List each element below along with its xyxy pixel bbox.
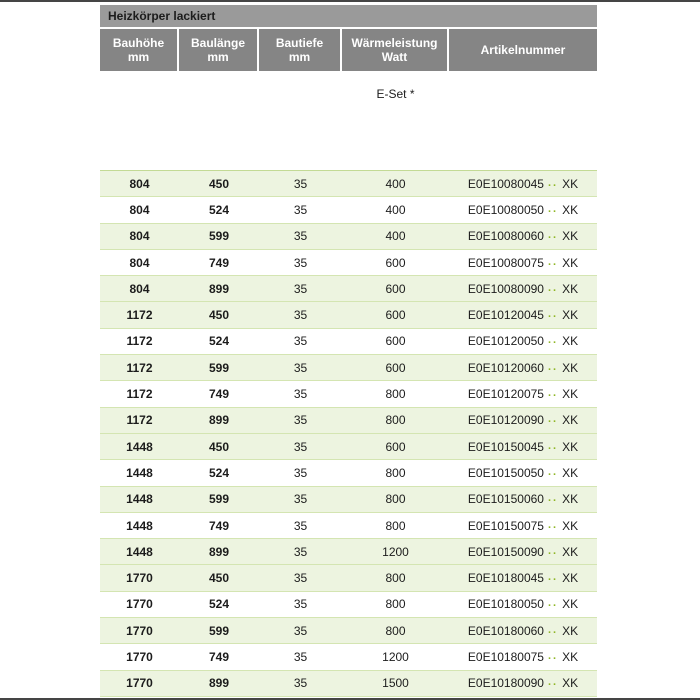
artikel-suffix: XK — [562, 413, 579, 428]
table-row — [100, 276, 597, 302]
cell-baulaenge: 899 — [208, 676, 230, 691]
subheader-cell-empty — [179, 71, 259, 170]
cell-bautiefe: 35 — [293, 544, 308, 559]
artikel-suffix: XK — [562, 281, 579, 296]
cell-bauhoehe: 1770 — [126, 649, 153, 664]
cell-bautiefe: 35 — [293, 176, 308, 191]
cell-artikelnummer — [449, 381, 597, 406]
cell-bauhoehe: 1172 — [126, 387, 153, 402]
table-row — [100, 171, 597, 197]
artikel-dots: .. — [547, 439, 559, 452]
cell-baulaenge: 599 — [208, 623, 230, 638]
cell-artikelnummer — [449, 671, 597, 696]
cell-watt: 400 — [385, 202, 406, 217]
cell-watt: 1500 — [382, 676, 409, 691]
cell-watt: 800 — [385, 492, 406, 507]
table-row — [100, 487, 597, 513]
cell-baulaenge: 899 — [208, 281, 230, 296]
cell-artikelnummer — [449, 592, 597, 617]
artikel-dots: .. — [547, 255, 559, 268]
cell-watt: 600 — [385, 255, 406, 270]
table-row — [100, 434, 597, 460]
cell-baulaenge: 599 — [208, 492, 230, 507]
cell-baulaenge: 524 — [208, 597, 230, 612]
cell-bauhoehe: 804 — [129, 202, 150, 217]
cell-watt: 600 — [385, 334, 406, 349]
artikel-dots: .. — [547, 176, 559, 189]
artikel-dots: .. — [547, 334, 559, 347]
artikel-dots: .. — [547, 387, 559, 400]
cell-watt: 800 — [385, 518, 406, 533]
cell-watt: 600 — [385, 281, 406, 296]
cell-bauhoehe: 1770 — [126, 597, 153, 612]
header-label: Baulänge — [190, 36, 245, 50]
artikel-code: E0E10180050 — [467, 597, 544, 612]
subheader-cell-empty — [449, 71, 597, 170]
cell-bauhoehe: 1770 — [126, 676, 153, 691]
artikel-suffix: XK — [562, 492, 579, 507]
cell-bautiefe: 35 — [293, 255, 308, 270]
artikel-dots: .. — [547, 518, 559, 531]
artikel-suffix: XK — [562, 308, 579, 323]
artikel-dots: .. — [547, 465, 559, 478]
artikel-suffix: XK — [562, 571, 579, 586]
artikel-code: E0E10180045 — [467, 571, 544, 586]
artikel-dots: .. — [547, 308, 559, 321]
cell-bautiefe: 35 — [293, 676, 308, 691]
cell-artikelnummer — [449, 618, 597, 643]
header-label: Artikelnummer — [480, 43, 566, 57]
artikel-dots: .. — [547, 597, 559, 610]
table-row — [100, 302, 597, 328]
cell-bautiefe: 35 — [293, 465, 308, 480]
subheader-cell-empty — [100, 71, 179, 170]
table-row — [100, 539, 597, 565]
artikel-suffix: XK — [562, 387, 579, 402]
cell-baulaenge: 524 — [208, 202, 230, 217]
artikel-suffix: XK — [562, 676, 579, 691]
cell-bautiefe: 35 — [293, 492, 308, 507]
artikel-code: E0E10180090 — [467, 676, 544, 691]
cell-watt: 800 — [385, 623, 406, 638]
header-cell-baulaenge — [179, 29, 259, 71]
artikel-code: E0E10120075 — [467, 387, 544, 402]
cell-artikelnummer — [449, 644, 597, 669]
header-label: Wärmeleistung — [351, 36, 438, 50]
cell-artikelnummer — [449, 565, 597, 590]
table-row — [100, 355, 597, 381]
cell-artikelnummer — [449, 513, 597, 538]
table-row — [100, 329, 597, 355]
cell-watt: 800 — [385, 465, 406, 480]
cell-watt: 800 — [385, 597, 406, 612]
header-unit: Watt — [381, 50, 408, 64]
cell-watt: 600 — [385, 360, 406, 375]
artikel-code: E0E10180060 — [467, 623, 544, 638]
cell-baulaenge: 450 — [208, 439, 230, 454]
cell-bauhoehe: 1448 — [126, 518, 153, 533]
artikel-dots: .. — [547, 229, 559, 242]
table-row — [100, 565, 597, 591]
table-row — [100, 197, 597, 223]
table-row — [100, 460, 597, 486]
product-table — [100, 5, 597, 697]
artikel-dots: .. — [547, 281, 559, 294]
header-unit: mm — [288, 50, 311, 64]
artikel-code: E0E10080090 — [467, 281, 544, 296]
cell-artikelnummer — [449, 197, 597, 222]
cell-baulaenge: 749 — [208, 518, 230, 533]
header-cell-waermeleistung — [342, 29, 449, 71]
cell-bauhoehe: 1448 — [126, 439, 153, 454]
cell-baulaenge: 599 — [208, 229, 230, 244]
cell-baulaenge: 749 — [208, 255, 230, 270]
artikel-dots: .. — [547, 360, 559, 373]
cell-bauhoehe: 1172 — [126, 360, 153, 375]
table-header-row — [100, 29, 597, 71]
cell-baulaenge: 899 — [208, 413, 230, 428]
artikel-suffix: XK — [562, 649, 579, 664]
artikel-suffix: XK — [562, 255, 579, 270]
cell-watt: 800 — [385, 387, 406, 402]
artikel-code: E0E10150060 — [467, 492, 544, 507]
cell-bauhoehe: 1770 — [126, 623, 153, 638]
cell-artikelnummer — [449, 408, 597, 433]
eset-label: E-Set * — [376, 87, 415, 101]
cell-watt: 600 — [385, 439, 406, 454]
artikel-suffix: XK — [562, 439, 579, 454]
cell-bautiefe: 35 — [293, 413, 308, 428]
header-unit: mm — [127, 50, 150, 64]
cell-baulaenge: 749 — [208, 387, 230, 402]
artikel-code: E0E10150045 — [467, 439, 544, 454]
artikel-code: E0E10080045 — [467, 176, 544, 191]
cell-bauhoehe: 1172 — [126, 334, 153, 349]
table-row — [100, 671, 597, 697]
header-label: Bauhöhe — [112, 36, 165, 50]
cell-bauhoehe: 804 — [129, 281, 150, 296]
cell-bauhoehe: 1448 — [126, 492, 153, 507]
cell-bauhoehe: 804 — [129, 176, 150, 191]
cell-watt: 800 — [385, 571, 406, 586]
cell-baulaenge: 450 — [208, 571, 230, 586]
cell-artikelnummer — [449, 539, 597, 564]
cell-baulaenge: 899 — [208, 544, 230, 559]
artikel-suffix: XK — [562, 229, 579, 244]
artikel-dots: .. — [547, 202, 559, 215]
cell-bauhoehe: 1448 — [126, 544, 153, 559]
artikel-dots: .. — [547, 676, 559, 689]
table-title-bar: Heizkörper lackiert — [100, 5, 597, 27]
cell-watt: 1200 — [382, 649, 409, 664]
cell-bautiefe: 35 — [293, 281, 308, 296]
top-edge-line — [0, 0, 700, 2]
cell-bauhoehe: 1770 — [126, 571, 153, 586]
cell-bauhoehe: 804 — [129, 229, 150, 244]
table-row — [100, 250, 597, 276]
artikel-code: E0E10180075 — [467, 649, 544, 664]
artikel-dots: .. — [547, 649, 559, 662]
artikel-dots: .. — [547, 544, 559, 557]
cell-bauhoehe: 1172 — [126, 413, 153, 428]
cell-baulaenge: 524 — [208, 465, 230, 480]
artikel-code: E0E10150050 — [467, 465, 544, 480]
artikel-suffix: XK — [562, 360, 579, 375]
artikel-dots: .. — [547, 413, 559, 426]
artikel-code: E0E10080075 — [467, 255, 544, 270]
cell-bauhoehe: 804 — [129, 255, 150, 270]
header-cell-bautiefe — [259, 29, 342, 71]
cell-bauhoehe: 1172 — [126, 308, 153, 323]
table-subheader-row — [100, 71, 597, 170]
cell-bautiefe: 35 — [293, 649, 308, 664]
cell-baulaenge: 450 — [208, 176, 230, 191]
cell-artikelnummer — [449, 355, 597, 380]
cell-artikelnummer — [449, 487, 597, 512]
artikel-code: E0E10120045 — [467, 308, 544, 323]
table-row — [100, 513, 597, 539]
artikel-dots: .. — [547, 492, 559, 505]
artikel-code: E0E10080060 — [467, 229, 544, 244]
artikel-code: E0E10120090 — [467, 413, 544, 428]
artikel-suffix: XK — [562, 623, 579, 638]
cell-watt: 800 — [385, 413, 406, 428]
artikel-suffix: XK — [562, 176, 579, 191]
table-row — [100, 592, 597, 618]
cell-watt: 1200 — [382, 544, 409, 559]
header-cell-artikelnummer — [449, 29, 597, 71]
table-row — [100, 381, 597, 407]
header-cell-bauhoehe — [100, 29, 179, 71]
artikel-code: E0E10150075 — [467, 518, 544, 533]
cell-bautiefe: 35 — [293, 308, 308, 323]
cell-bautiefe: 35 — [293, 623, 308, 638]
cell-bautiefe: 35 — [293, 229, 308, 244]
cell-watt: 400 — [385, 229, 406, 244]
cell-watt: 400 — [385, 176, 406, 191]
table-row — [100, 618, 597, 644]
cell-bautiefe: 35 — [293, 387, 308, 402]
artikel-code: E0E10120050 — [467, 334, 544, 349]
table-row — [100, 224, 597, 250]
cell-artikelnummer — [449, 171, 597, 196]
cell-artikelnummer — [449, 434, 597, 459]
artikel-suffix: XK — [562, 334, 579, 349]
artikel-suffix: XK — [562, 597, 579, 612]
cell-bautiefe: 35 — [293, 439, 308, 454]
cell-bauhoehe: 1448 — [126, 465, 153, 480]
artikel-dots: .. — [547, 571, 559, 584]
artikel-dots: .. — [547, 623, 559, 636]
cell-bautiefe: 35 — [293, 571, 308, 586]
artikel-suffix: XK — [562, 202, 579, 217]
cell-artikelnummer — [449, 224, 597, 249]
cell-watt: 600 — [385, 308, 406, 323]
cell-baulaenge: 749 — [208, 649, 230, 664]
artikel-suffix: XK — [562, 465, 579, 480]
cell-baulaenge: 524 — [208, 334, 230, 349]
artikel-suffix: XK — [562, 544, 579, 559]
cell-bautiefe: 35 — [293, 518, 308, 533]
cell-bautiefe: 35 — [293, 360, 308, 375]
table-body — [100, 170, 597, 697]
artikel-code: E0E10150090 — [467, 544, 544, 559]
cell-bautiefe: 35 — [293, 202, 308, 217]
cell-bautiefe: 35 — [293, 597, 308, 612]
cell-baulaenge: 599 — [208, 360, 230, 375]
cell-artikelnummer — [449, 302, 597, 327]
artikel-code: E0E10120060 — [467, 360, 544, 375]
cell-artikelnummer — [449, 460, 597, 485]
artikel-suffix: XK — [562, 518, 579, 533]
cell-bautiefe: 35 — [293, 334, 308, 349]
table-row — [100, 408, 597, 434]
cell-artikelnummer — [449, 276, 597, 301]
header-label: Bautiefe — [275, 36, 324, 50]
cell-artikelnummer — [449, 329, 597, 354]
table-row — [100, 644, 597, 670]
cell-baulaenge: 450 — [208, 308, 230, 323]
subheader-cell-empty — [259, 71, 342, 170]
artikel-code: E0E10080050 — [467, 202, 544, 217]
cell-artikelnummer — [449, 250, 597, 275]
header-unit: mm — [207, 50, 229, 64]
